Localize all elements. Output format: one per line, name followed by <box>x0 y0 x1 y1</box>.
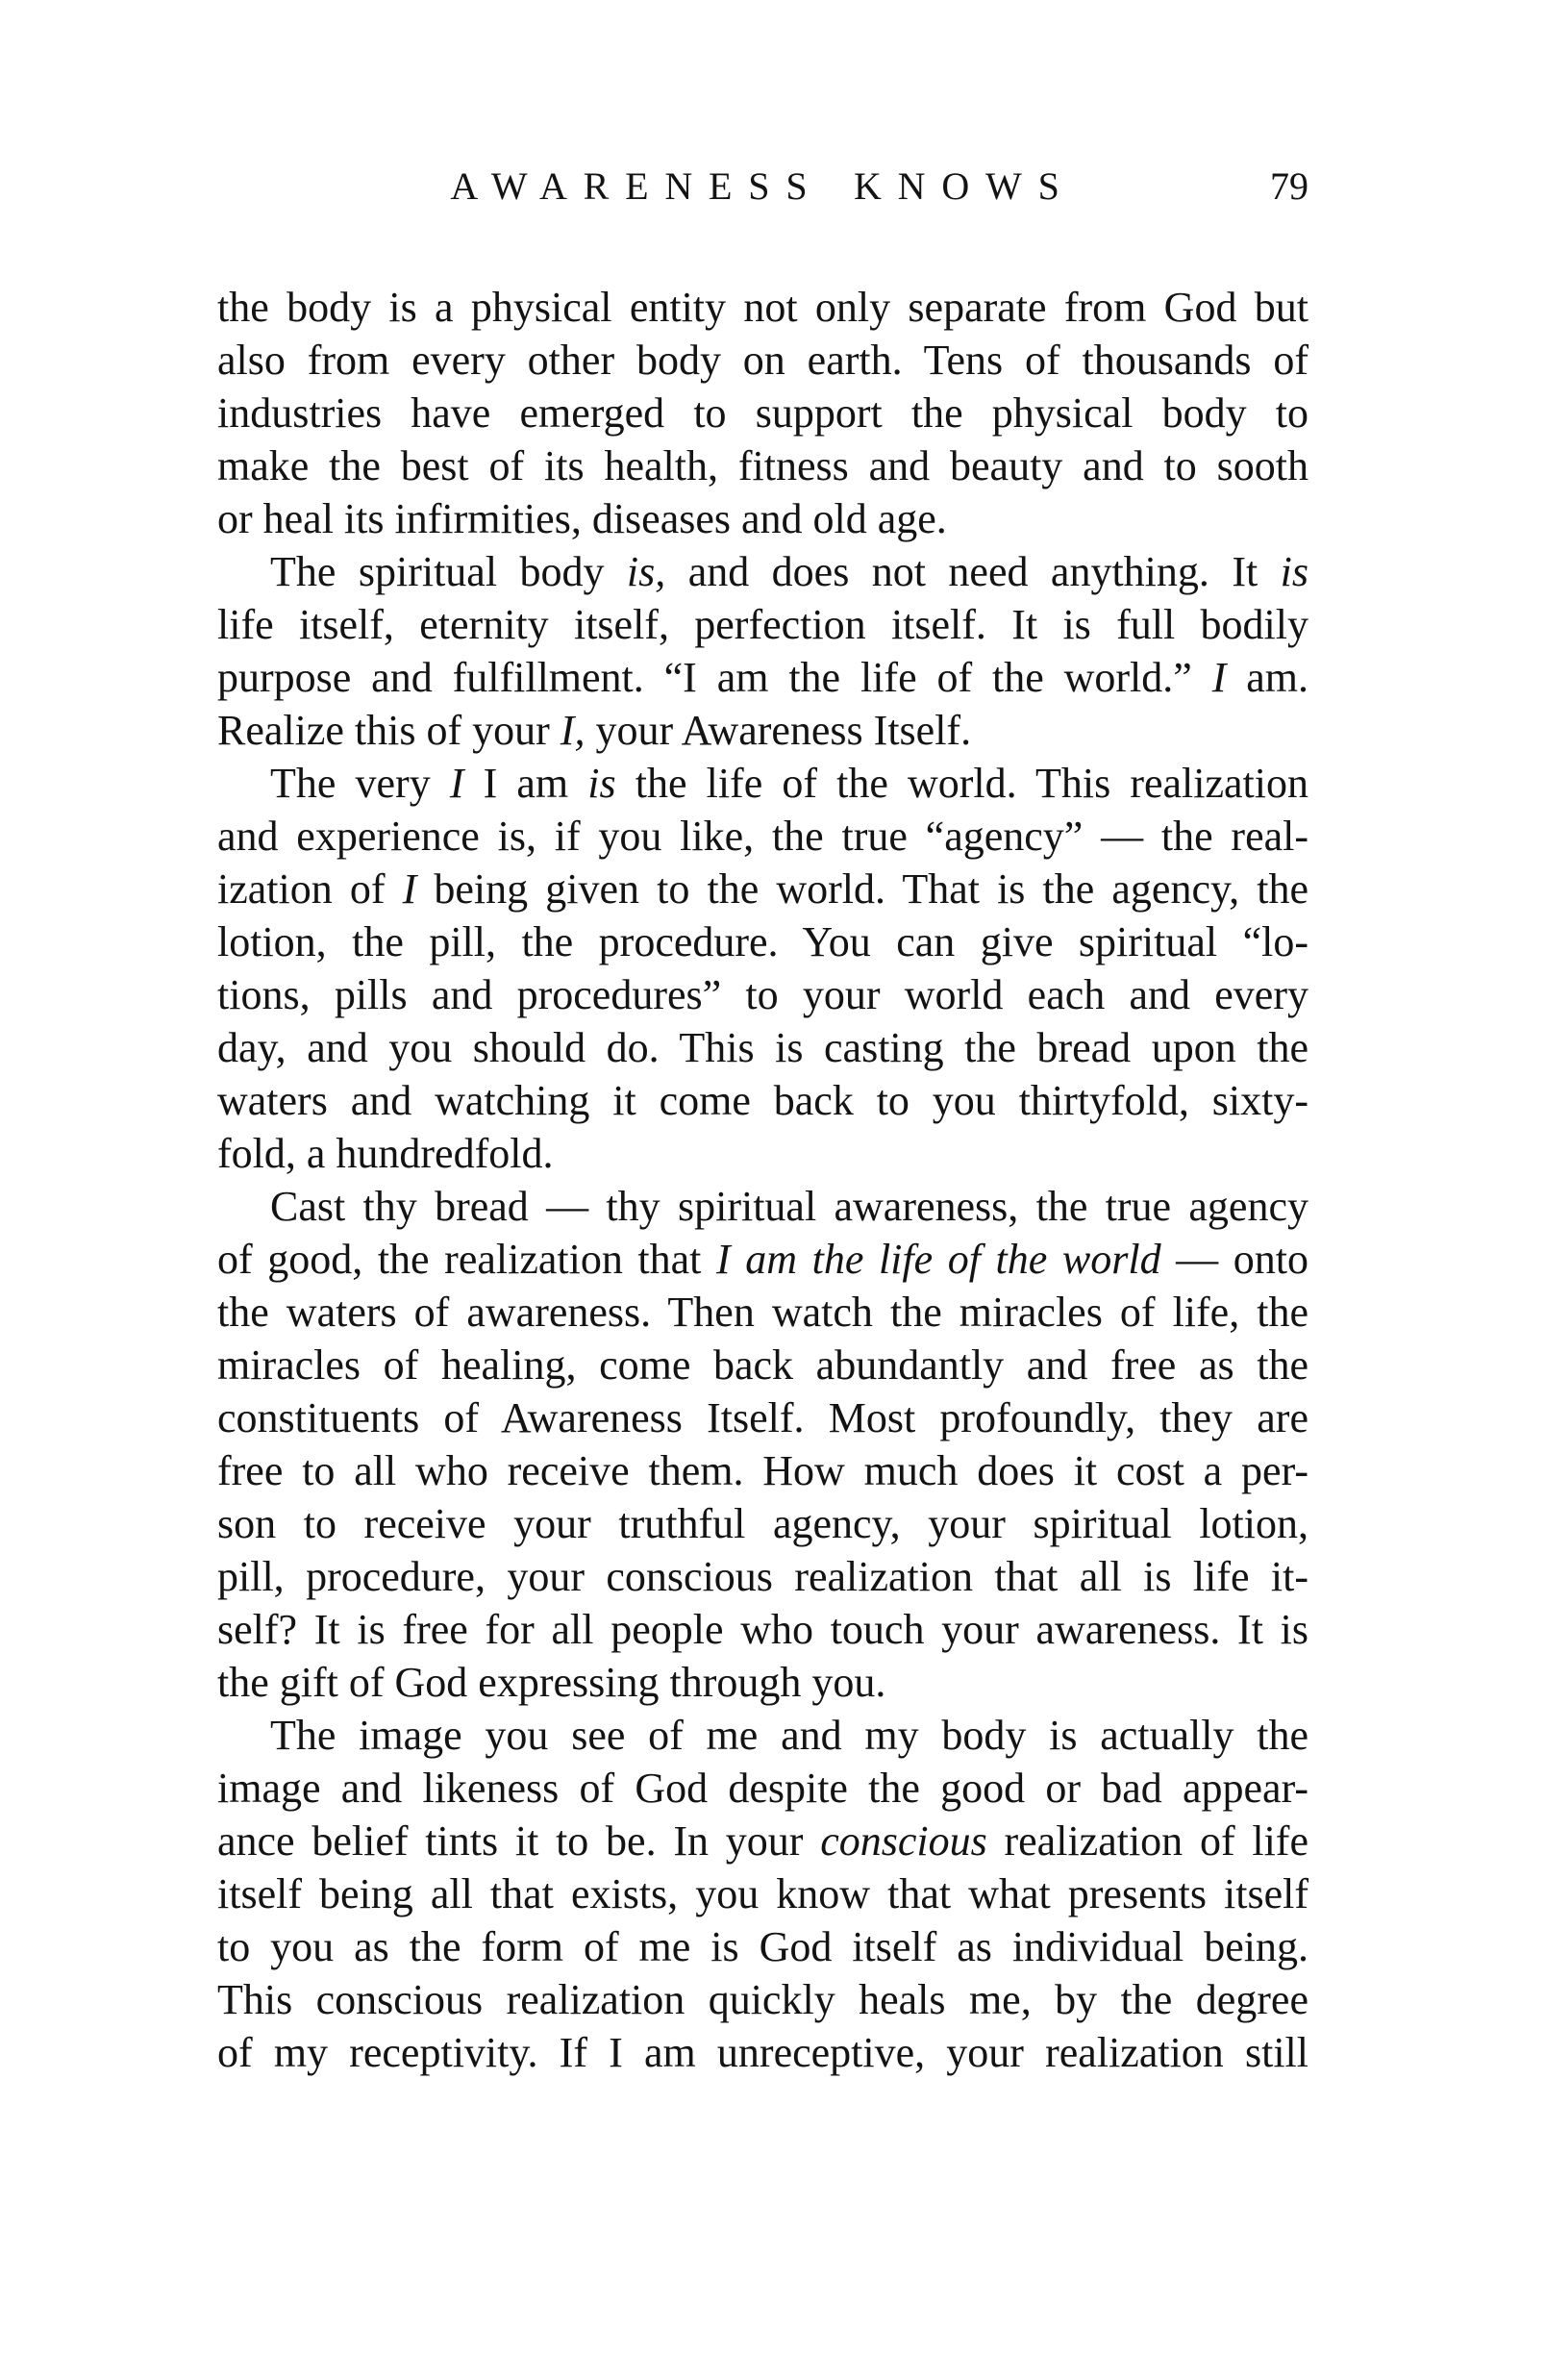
text-segment: of my receptivity. If I am unreceptive, your realization still <box>217 2029 1308 2076</box>
text-line <box>217 1127 1308 1180</box>
text-segment: also from every other body on earth. Tens of thousands of <box>217 337 1308 384</box>
paragraph <box>217 1709 1308 2079</box>
text-segment: The very <box>270 760 450 807</box>
text-line <box>217 1180 1308 1233</box>
text-segment: constituents of Awareness Itself. Most profoundly, they are <box>217 1394 1308 1441</box>
italic-text-segment: I am the life of the world <box>716 1236 1161 1283</box>
text-line <box>217 757 1308 810</box>
text-segment: of good, the realization that <box>217 1236 716 1283</box>
text-line <box>217 915 1308 968</box>
text-line <box>217 1074 1308 1127</box>
text-line <box>217 1021 1308 1074</box>
text-line <box>217 439 1308 492</box>
text-segment: life itself, eternity itself, perfection itself. It is full bodily <box>217 601 1308 648</box>
text-segment: itself being all that exists, you know that what presents itself <box>217 1870 1308 1917</box>
text-segment: The spiritual body <box>270 548 627 595</box>
text-line <box>217 1656 1308 1709</box>
page-number: 79 <box>1270 164 1308 208</box>
text-line <box>217 704 1308 757</box>
italic-text-segment: I <box>449 760 464 807</box>
text-line <box>217 387 1308 439</box>
text-segment: Cast thy bread — thy spiritual awareness, the true agency <box>270 1183 1308 1230</box>
text-segment: Realize this of your <box>217 707 561 754</box>
text-segment: This conscious realization quickly heals me, by the degree <box>217 1976 1308 2023</box>
text-line <box>217 1973 1308 2026</box>
text-segment: ance belief tints it to be. In your <box>217 1817 821 1865</box>
text-segment: make the best of its health, fitness and beauty and to sooth <box>217 442 1308 489</box>
text-segment: the gift of God expressing through you. <box>217 1659 886 1706</box>
text-segment: image and likeness of God despite the good or bad appear- <box>217 1765 1308 1812</box>
italic-text-segment: is <box>1280 548 1309 595</box>
text-line <box>217 863 1308 915</box>
text-segment: realization of life <box>986 1817 1308 1865</box>
text-line <box>217 1867 1308 1920</box>
text-line <box>217 1603 1308 1656</box>
text-segment: pill, procedure, your conscious realization that all is life it- <box>217 1553 1308 1600</box>
text-line <box>217 1709 1308 1762</box>
text-line <box>217 1762 1308 1815</box>
text-line <box>217 1339 1308 1391</box>
text-segment: — onto <box>1160 1236 1308 1283</box>
text-segment: being given to the world. That is the agency, the <box>416 865 1309 913</box>
text-line <box>217 651 1308 704</box>
italic-text-segment: is <box>587 760 616 807</box>
text-segment: self? It is free for all people who touch your awareness. It is <box>217 1606 1308 1653</box>
text-line <box>217 1391 1308 1444</box>
text-line <box>217 2026 1308 2079</box>
page-header <box>217 165 1308 213</box>
text-segment: I am <box>463 760 588 807</box>
text-line <box>217 492 1308 545</box>
text-line <box>217 545 1308 598</box>
text-segment: free to all who receive them. How much does it cost a per- <box>217 1447 1308 1494</box>
text-segment: miracles of healing, come back abundantly and free as the <box>217 1341 1308 1389</box>
text-segment: tions, pills and procedures” to your world each and every <box>217 971 1308 1018</box>
text-line <box>217 1550 1308 1603</box>
text-segment: the life of the world. This realization <box>615 760 1308 807</box>
italic-text-segment: conscious <box>820 1817 987 1865</box>
text-line <box>217 598 1308 651</box>
text-segment: your Awareness Itself. <box>585 707 972 754</box>
italic-text-segment: I <box>402 865 417 913</box>
text-line <box>217 1233 1308 1286</box>
paragraph <box>217 545 1308 757</box>
italic-text-segment: I, <box>560 707 586 754</box>
text-line <box>217 968 1308 1021</box>
text-line <box>217 334 1308 387</box>
text-segment: the waters of awareness. Then watch the miracles of life, the <box>217 1289 1308 1336</box>
text-segment: or heal its infirmities, diseases and old age. <box>217 495 947 542</box>
text-segment: and does not need anything. It <box>665 548 1281 595</box>
text-segment: lotion, the pill, the procedure. You can give spiritual “lo- <box>217 918 1308 965</box>
body-text <box>217 281 1308 2079</box>
italic-text-segment: I <box>1211 654 1227 701</box>
text-segment: son to receive your truthful agency, your spiritual lotion, <box>217 1500 1308 1547</box>
text-segment: to you as the form of me is God itself as individual being. <box>217 1923 1308 1970</box>
text-segment: ization of <box>217 865 403 913</box>
paragraph <box>217 757 1308 1180</box>
paragraph <box>217 1180 1308 1709</box>
paragraph <box>217 281 1308 545</box>
text-segment: purpose and fulfillment. “I am the life of the world.” <box>217 654 1212 701</box>
text-segment: The image you see of me and my body is actually the <box>270 1712 1308 1759</box>
text-segment: the body is a physical entity not only separate from God but <box>217 284 1308 331</box>
text-line <box>217 810 1308 863</box>
text-segment: waters and watching it come back to you thirtyfold, sixty- <box>217 1077 1308 1124</box>
italic-text-segment: is, <box>626 548 666 595</box>
text-line <box>217 281 1308 334</box>
text-segment: and experience is, if you like, the true “agency” — the real- <box>217 813 1308 860</box>
text-segment: fold, a hundredfold. <box>217 1130 554 1177</box>
text-segment: am. <box>1226 654 1308 701</box>
running-head-title: AWARENESS KNOWS <box>450 164 1076 208</box>
text-line <box>217 1497 1308 1550</box>
text-line <box>217 1920 1308 1973</box>
text-line <box>217 1815 1308 1867</box>
text-segment: industries have emerged to support the physical body to <box>217 389 1308 437</box>
text-segment: day, and you should do. This is casting the bread upon the <box>217 1024 1308 1071</box>
text-line <box>217 1444 1308 1497</box>
text-line <box>217 1286 1308 1339</box>
